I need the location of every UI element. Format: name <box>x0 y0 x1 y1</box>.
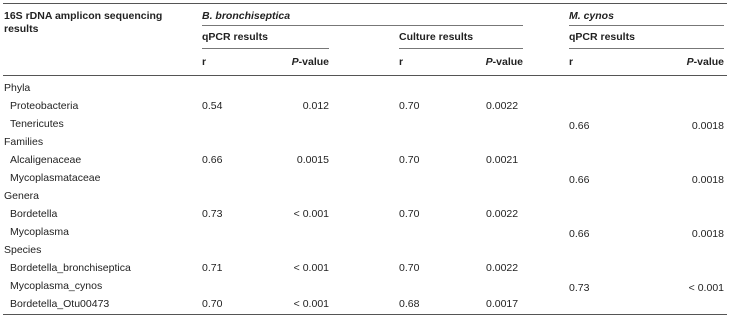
cell-qpcr-r: 0.66 <box>202 154 223 166</box>
cell-m-p: 0.0018 <box>691 120 724 132</box>
section-phyla: Phyla <box>4 82 31 94</box>
subheader-rule-qpcr-b <box>202 48 329 49</box>
row-label: Bordetella <box>10 208 58 220</box>
cell-culture-p: 0.0022 <box>486 262 519 274</box>
cell-culture-r: 0.70 <box>399 154 420 166</box>
cell-culture-r: 0.70 <box>399 262 420 274</box>
cell-culture-p: 0.0022 <box>486 100 519 112</box>
p-suffix: -value <box>298 56 329 68</box>
p-suffix: -value <box>693 56 724 68</box>
cell-qpcr-p: 0.0015 <box>296 154 329 166</box>
cell-culture-r: 0.70 <box>399 100 420 112</box>
cell-m-r: 0.73 <box>569 282 590 294</box>
col-header-r-culture-b: r <box>399 56 404 68</box>
row-label: Mycoplasmataceae <box>10 172 101 184</box>
cell-qpcr-r: 0.71 <box>202 262 223 274</box>
group-rule-b <box>202 25 523 26</box>
group-header-b-bronchiseptica: B. bronchiseptica <box>202 10 291 22</box>
cell-culture-r: 0.68 <box>399 298 420 310</box>
section-families: Families <box>4 136 44 148</box>
row-label: Bordetella_Otu00473 <box>10 298 110 310</box>
cell-m-r: 0.66 <box>569 228 590 240</box>
cell-qpcr-r: 0.70 <box>202 298 223 310</box>
cell-qpcr-r: 0.73 <box>202 208 223 220</box>
cell-m-p: 0.0018 <box>691 174 724 186</box>
p-italic: P <box>485 56 493 68</box>
subheader-rule-qpcr-m <box>569 48 724 49</box>
cell-culture-p: 0.0021 <box>486 154 519 166</box>
p-suffix: -value <box>492 56 523 68</box>
row-label: Mycoplasma <box>10 226 69 238</box>
cell-culture-p: 0.0017 <box>486 298 519 310</box>
cell-qpcr-r: 0.54 <box>202 100 223 112</box>
col-header-r-qpcr-m: r <box>569 56 574 68</box>
subheader-qpcr-m: qPCR results <box>569 31 635 43</box>
section-species: Species <box>4 244 42 256</box>
col1-header-line2: results <box>4 23 39 35</box>
col-header-p-qpcr-m <box>644 56 724 68</box>
cell-qpcr-p: < 0.001 <box>293 208 329 220</box>
cell-culture-p: 0.0022 <box>486 208 519 220</box>
row-label: Proteobacteria <box>10 100 79 112</box>
subheader-culture-b: Culture results <box>399 31 474 43</box>
subheader-rule-culture-b <box>399 48 523 49</box>
cell-culture-r: 0.70 <box>399 208 420 220</box>
col-header-p-qpcr-b <box>249 56 329 68</box>
group-header-m-cynos: M. cynos <box>569 10 614 22</box>
row-label: Tenericutes <box>10 118 64 130</box>
p-italic: P <box>686 56 694 68</box>
row-label: Bordetella_bronchiseptica <box>10 262 131 274</box>
cell-m-r: 0.66 <box>569 120 590 132</box>
row-label: Alcaligenaceae <box>10 154 82 166</box>
subheader-qpcr-b: qPCR results <box>202 31 268 43</box>
bottom-rule <box>3 314 727 315</box>
col-header-r-qpcr-b: r <box>202 56 207 68</box>
cell-qpcr-p: 0.012 <box>302 100 329 112</box>
cell-m-r: 0.66 <box>569 174 590 186</box>
cell-qpcr-p: < 0.001 <box>293 262 329 274</box>
col-header-p-culture-b <box>443 56 523 68</box>
top-rule <box>3 3 727 4</box>
group-rule-m <box>569 25 724 26</box>
section-genera: Genera <box>4 190 40 202</box>
cell-qpcr-p: < 0.001 <box>293 298 329 310</box>
p-italic: P <box>291 56 299 68</box>
cell-m-p: 0.0018 <box>691 228 724 240</box>
col1-header-line1: 16S rDNA amplicon sequencing <box>4 10 163 22</box>
header-bottom-rule <box>3 75 727 76</box>
row-label: Mycoplasma_cynos <box>10 280 103 292</box>
cell-m-p: < 0.001 <box>688 282 724 294</box>
